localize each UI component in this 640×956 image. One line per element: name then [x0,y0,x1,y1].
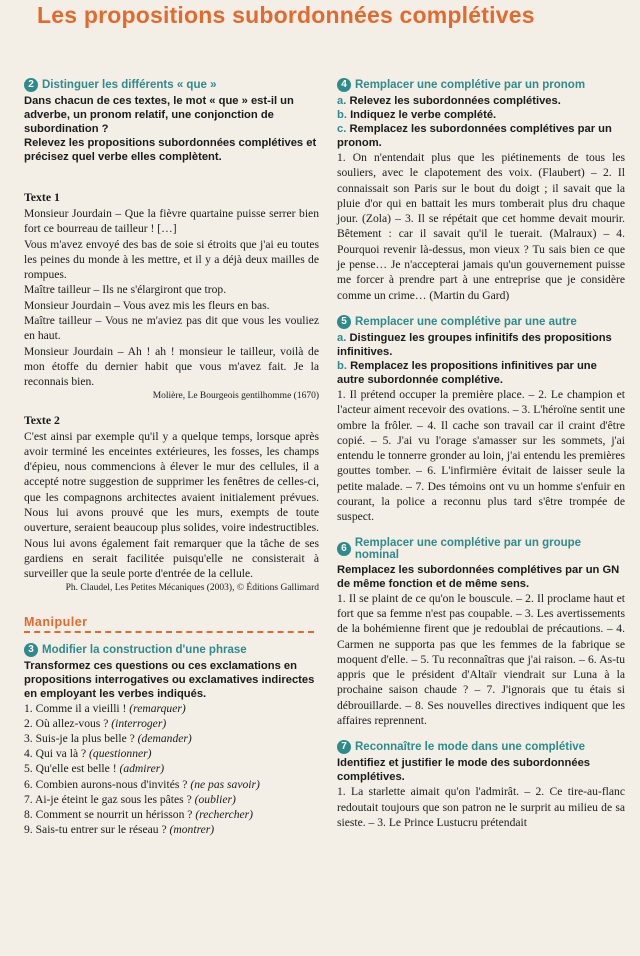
exercise-title: Remplacer une complétive par une autre [355,315,577,328]
exercise-5-body: 1. Il prétend occuper la première place. – 2. Le champion et l'acteur aiment recevoir des ovations. – 3. L'héroïne sentit une ombre la frôler. – 4. Il cache son travail car il craint d'être copié. – 5. J'ai vu l'orage s'amasser sur les sommets, j'ai entendu le tonnerre gronder au loin, j'ai entendu les premières gouttes tomber. – 6. L'infirmière évitait de laisser seule la petite malade. – 7. Des témoins ont vu un homme s'enfuir en courant, la police a reconnu plus tard s'être trompée de suspect. [337,387,625,524]
exercise-number-badge: 4 [337,78,351,92]
exercise-7-instruction: Identifiez et justifier le mode des subordonnées complétives. [337,757,591,784]
texte-1-line: Monsieur Jourdain – Ah ! ah ! monsieur le tailleur, voilà de mon étoffe du dernier habit que vous m'avez fait. Je la reconnais bien. [24,344,319,389]
exercise-5-instruction-a: a. Distinguez les groupes infinitifs des propositions infinitives. [337,331,612,358]
exercise-5-instruction-b: b. Remplacez les propositions infinitives par une autre subordonnée complétive. [337,359,597,386]
exercise-title: Remplacer une complétive par un groupe nominal [354,536,582,561]
texte-1-line: Maître tailleur – Vous ne m'aviez pas dit que vous les vouliez en haut. [24,314,319,343]
list-item: 1. Comme il a vieilli ! (remarquer) [24,701,186,715]
exercise-number-badge: 7 [337,740,351,754]
list-item: 9. Sais-tu entrer sur le réseau ? (montrer) [24,823,215,837]
exercise-2-heading [24,78,319,92]
texte-2-label: Texte 2 [24,412,60,427]
exercise-title: Modifier la construction d'une phrase [42,643,247,656]
texte-1-line: Monsieur Jourdain – Que la fièvre quartaine puisse serrer bien fort ce bourreau de tailleur ! […] [24,207,319,236]
exercise-6-heading [337,537,625,561]
list-item: 4. Qui va là ? (questionner) [24,747,152,761]
texte-1-line: Maître tailleur – Ils ne s'élargiront que trop. [24,283,227,297]
exercise-4-instruction-a: a. Relevez les subordonnées complétives. [337,95,561,107]
exercise-5-heading [337,315,625,329]
exercise-2-instruction-1: Dans chacun de ces textes, le mot « que » est-il un adverbe, un pronom relatif, une conjonction de subordination ? [24,95,294,135]
exercise-7-heading [337,740,625,754]
exercise-title: Distinguer les différents « que » [42,79,217,91]
exercise-3-heading [24,643,319,657]
exercise-7-body: 1. La starlette aimait qu'on l'admirât. – 2. Ce tire-au-flanc redoutait toujours que son patron ne le surprit au milieu de sa sieste. – 3. Le Prince Lustucru prétendait [337,785,625,829]
texte-1-source: Molière, Le Bourgeois gentilhomme (1670) [152,390,319,401]
list-item: 7. Ai-je éteint le gaz sous les pâtes ? (oublier) [24,792,236,806]
exercise-number-badge: 5 [337,315,351,329]
page-title: Les propositions subordonnées complétives [37,2,535,28]
exercise-4-heading [337,78,625,92]
texte-2-source: Ph. Claudel, Les Petites Mécaniques (2003), © Éditions Gallimard [65,582,319,593]
exercise-number-badge: 2 [24,78,38,92]
exercise-4-body: 1. On n'entendait plus que les piétinements de tous les souliers, avec le clapotement des voix. (Flaubert) – 2. Il connaissait son Paris sur le bout du doigt ; il savait que la pluie d'or qui en battait les murs tomberait plus dru chaque jour. (Zola) – 3. Il se répétait que cet homme devait mourir. Bêtement : car il savait qu'il le tuerait. (Malraux) – 4. Pourquoi revenir là-dessus, mon vieux ? Tu sais bien ce que je pense… Je n'accepterai jamais qu'un gouvernement puisse me forcer à prendre part à une entreprise que je considère comme un crime… (Martin du Gard) [337,151,625,302]
exercise-3-list [24,701,319,838]
exercise-6-instruction: Remplacez les subordonnées complétives par un GN de même fonction et de même sens. [337,563,620,590]
right-column [337,78,625,830]
list-item: 3. Suis-je la plus belle ? (demander) [24,731,192,745]
list-item: 6. Combien aurons-nous d'invités ? (ne pas savoir) [24,777,260,791]
list-item: 8. Comment se nourrit un hérisson ? (rechercher) [24,807,254,821]
exercise-number-badge: 6 [337,542,351,556]
exercise-4-instruction-b: b. Indiquez le verbe complété. [337,109,497,121]
texte-1-line: Monsieur Jourdain – Vous avez mis les fleurs en bas. [24,298,270,312]
left-column [24,78,319,837]
texte-2-body: C'est ainsi par exemple qu'il y a quelque temps, lorsque après avoir terminé les enceintes extérieures, les fosses, les champs d'épieu, nous commencions à élever le mur des cellules, il a accepté notre suggestion de supprimer les fenêtres de celles-ci, que les compagnons architectes avaient initialement prévues. Nous lui avons prouvé que les murs, exempts de toute ouverture, seraient beaucoup plus solides, voire indestructibles. Nous lui avons également fait remarquer que la tâche de ses gardiens en serait facilitée puisqu'elle ne consisterait à surveiller que la seule porte d'entrée de la cellule. [24,429,319,581]
exercise-3-instruction: Transformez ces questions ou ces exclamations en propositions interrogatives ou exclamatives indirectes en employant les verbes indiqués. [24,659,315,700]
list-item: 2. Où allez-vous ? (interroger) [24,716,167,730]
exercise-number-badge: 3 [24,643,38,657]
section-manipuler: Manipuler [24,614,88,629]
exercise-title: Reconnaître le mode dans une complétive [355,741,586,754]
exercise-4-instruction-c: c. Remplacez les subordonnées complétives par un pronom. [337,123,612,149]
list-item: 5. Qu'elle est belle ! (admirer) [24,762,165,776]
exercise-title: Remplacer une complétive par un pronom [355,79,586,91]
exercise-6-body: 1. Il se plaint de ce qu'on le bouscule. – 2. Il proclame haut et fort que sa femme n'est pas coupable. – 3. Les avertissements de la bohémienne firent que je redoublai de précautions. – 4. Carmen ne supporta pas que les femmes de la fabrique se moquent d'elle. – 5. Tu reconnaîtras que j'ai raison. – 6. As-tu appris que le président d'Altaïr viendrait sur Luna à la prochaine saison chaude ? – 7. J'ignorais que tu étais si débrouillarde. – 8. Ses nouvelles directives indiquent que les affaires reprennent. [337,591,625,728]
exercise-2-instruction-2: Relevez les propositions subordonnées complétives et précisez quel verbe elles complètent. [24,137,317,163]
texte-1-line: Vous m'avez envoyé des bas de soie si étroits que j'ai eu toutes les peines du monde à les mettre, et il y a déjà deux mailles de rompues. [24,237,319,282]
texte-1-label: Texte 1 [24,190,60,204]
